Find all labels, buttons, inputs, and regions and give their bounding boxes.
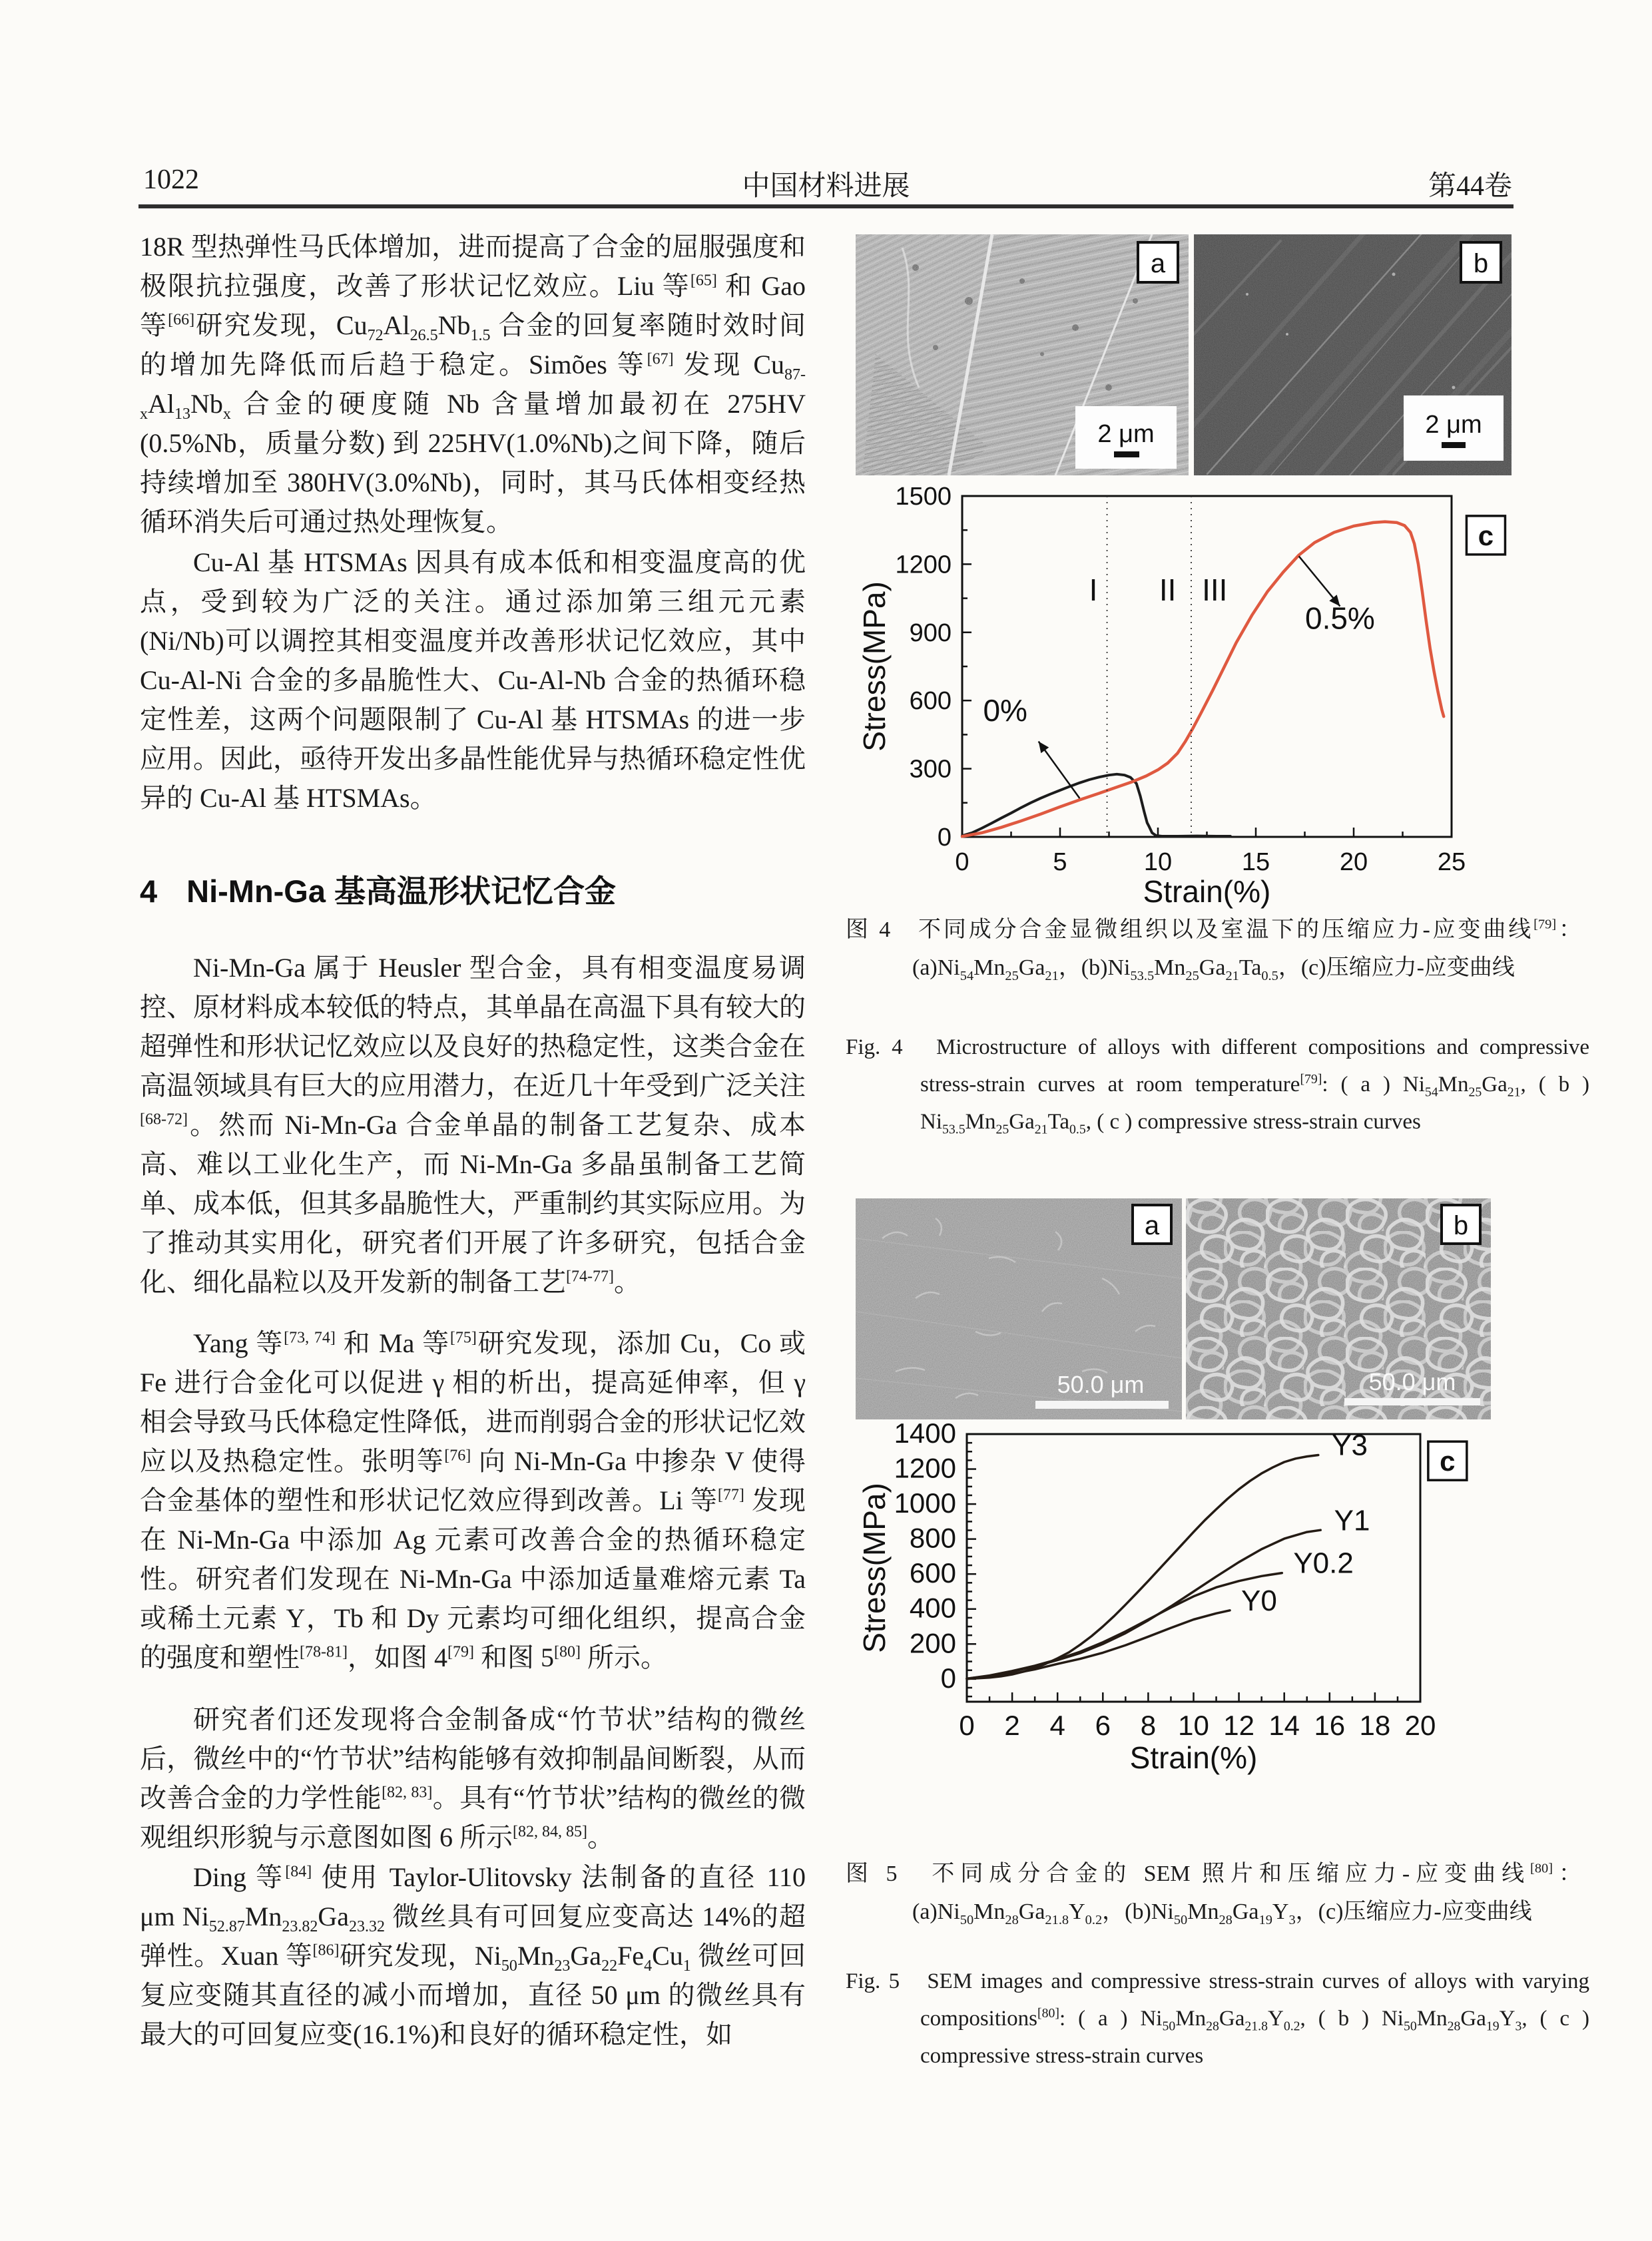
paragraph-2: Cu-Al 基 HTSMAs 因具有成本低和相变温度高的优点，受到较为广泛的关注。通过添加第三组元元素(Ni/Nb)可以调控其相变温度并改善形状记忆效应，其中 Cu-Al-Ni 合金的多晶脆性大、Cu-Al-Nb 合金的热循环稳定性差，这两个问题限制了 Cu-Al 基 HTSMAs 的进一步应用。因此，亟待开发出多晶性能优异与热循环稳定性优异的 Cu-Al 基 HTSMAs。: [140, 547, 806, 813]
annotation-label: 0.5%: [1304, 601, 1375, 636]
y-axis-title: Stress(MPa): [857, 581, 892, 752]
x-tick-label: 0: [959, 1710, 975, 1741]
x-tick-label: 25: [1437, 848, 1466, 876]
paragraph-1: 18R 型热弹性马氏体增加，进而提高了合金的屈服强度和极限抗拉强度，改善了形状记忆效应。Liu 等[65] 和 Gao 等[66]研究发现，$Cu_{72}Al_{26.5}Nb_{1.5}$ 合金的回复率随时效时间的增加先降低而后趋于稳定。Simões 等[67] 发现 $Cu_{87-x}Al_{13}Nb_x$ 合金的硬度随 Nb 含量增加最初在 275HV (0.5%Nb，质量分数) 到 225HV(1.0%Nb)之间下降，随后持续增加至 380HV(3.0%Nb)，同时，其马氏体相变经热循环消失后可通过热处理恢复。: [140, 232, 806, 537]
x-axis-title: Strain(%): [1143, 874, 1271, 909]
arrowhead: [1039, 742, 1049, 754]
y-tick-label: 600: [909, 687, 952, 716]
annotation-label: 0%: [983, 692, 1027, 728]
y-tick-label: 800: [909, 1522, 956, 1554]
x-tick-label: 20: [1339, 848, 1368, 876]
scale-bar: [1442, 442, 1466, 448]
panel-label-box: [1133, 1205, 1171, 1244]
page-number: 1022: [143, 164, 199, 195]
section-heading: [140, 867, 806, 911]
panel-label: c: [1478, 519, 1494, 551]
journal-title: 中国材料进展: [742, 171, 910, 202]
series-Y3: [967, 1455, 1318, 1679]
y-tick-label: 900: [909, 619, 952, 647]
scale-bar: [1344, 1398, 1480, 1405]
paragraph-5: 研究者们还发现将合金制备成“竹节状”结构的微丝后，微丝中的“竹节状”结构能够有效抑制晶间断裂，从而改善合金的力学性能[82, 83]。具有“竹节状”结构的微丝的微观组织形貌与示意图如图 6 所示[82, 84, 85]。: [140, 1704, 806, 1852]
scale-bar-box: [1404, 395, 1504, 461]
fig5c-stress-strain-chart: [856, 1417, 1515, 1776]
x-tick-label: 18: [1359, 1710, 1391, 1741]
fig5-caption-zh: 图 5 不同成分合金的 SEM 照片和压缩应力-应变曲线[80]：$(a)Ni_{50}Mn_{28}Ga_{21.8}Y_{0.2}$，$(b)Ni_{50}Mn_{28}Ga_{19}Y_3$，(c)压缩应力-应变曲线: [846, 1861, 1582, 1927]
annotation-label: I: [1089, 573, 1098, 608]
x-tick-label: 4: [1049, 1710, 1065, 1741]
fig5-panel-b-micrograph: [1186, 1198, 1491, 1419]
panel-label: a: [1150, 249, 1166, 278]
plot-frame: [962, 496, 1452, 837]
x-tick-label: 5: [1053, 848, 1067, 876]
y-tick-label: 400: [909, 1592, 956, 1624]
x-tick-label: 15: [1241, 848, 1270, 876]
y-tick-label: 1200: [894, 1452, 956, 1484]
x-tick-label: 10: [1178, 1710, 1209, 1741]
annotation-label: Y3: [1332, 1429, 1368, 1462]
y-tick-label: 0: [937, 824, 952, 852]
x-tick-label: 8: [1140, 1710, 1157, 1741]
y-tick-label: 0: [940, 1662, 956, 1694]
scale-bar-box: [1075, 406, 1177, 469]
fig5-caption-en: Fig. 5 SEM images and compressive stress-strain curves of alloys with varying compositions[80]: ( a ) $Ni_{50}Mn_{28}Ga_{21.8}Y_{0.2}$, ( b ) $Ni_{50}Mn_{28}Ga_{19}Y_3$, ( c ) compressive stress-strain curves: [846, 1969, 1589, 2068]
paragraph-3: Ni-Mn-Ga 属于 Heusler 型合金，具有相变温度易调控、原材料成本较低的特点，其单晶在高温下具有较大的超弹性和形状记忆效应以及良好的热稳定性，这类合金在高温领域具有巨大的应用潜力，在近几十年受到广泛关注[68-72]。然而 Ni-Mn-Ga 合金单晶的制备工艺复杂、成本高、难以工业化生产，而 Ni-Mn-Ga 多晶虽制备工艺简单、成本低，但其多晶脆性大，严重制约其实际应用。为了推动其实用化，研究者们开展了许多研究，包括合金化、细化晶粒以及开发新的制备工艺[74-77]。: [140, 953, 806, 1297]
y-tick-label: 300: [909, 755, 952, 784]
x-axis-title: Strain(%): [1129, 1740, 1258, 1775]
x-tick-label: 10: [1143, 848, 1173, 876]
y-tick-label: 1000: [894, 1487, 956, 1519]
panel-label: c: [1440, 1445, 1456, 1477]
panel-label: a: [1144, 1211, 1160, 1240]
y-tick-label: 600: [909, 1557, 956, 1589]
fig4c-stress-strain-chart: [856, 474, 1515, 910]
panel-label: b: [1453, 1211, 1469, 1240]
y-tick-label: 1400: [894, 1417, 956, 1449]
header-rule: [138, 204, 1514, 208]
x-tick-label: 20: [1404, 1710, 1436, 1741]
section-number: 4: [140, 873, 158, 909]
scale-bar: [1035, 1401, 1169, 1409]
panel-label: b: [1473, 249, 1489, 278]
panel-label-box: [1442, 1205, 1480, 1244]
fig4-caption-zh: 图 4 不同成分合金显微组织以及室温下的压缩应力-应变曲线[79]：$(a)Ni_{54}Mn_{25}Ga_{21}$，$(b)Ni_{53.5}Mn_{25}Ga_{21}Ta_{0.5}$，(c)压缩应力-应变曲线: [846, 917, 1581, 983]
paragraph-6: Ding 等[84] 使用 Taylor-Ulitovsky 法制备的直径 110 μm $Ni_{52.87}Mn_{23.82}Ga_{23.32}$ 微丝具有可回复应变高达 14%的超弹性。Xuan 等[86]研究发现，$Ni_{50}Mn_{23}Ga_{22}Fe_4Cu_1$ 微丝可回复应变随其直径的减小而增加，直径 50 μm 的微丝具有最大的可回复应变(16.1%)和良好的循环稳定性，如: [140, 1862, 806, 2049]
annotation-label: III: [1202, 573, 1228, 608]
scale-text: 2 μm: [1097, 420, 1155, 448]
fig5-micrograph-row: [856, 1198, 1491, 1419]
y-axis-title: Stress(MPa): [857, 1483, 892, 1653]
annotation-label: Y0.2: [1293, 1547, 1354, 1580]
annotation-label: II: [1159, 573, 1177, 608]
y-tick-label: 200: [909, 1627, 956, 1659]
series-0.5%: [962, 522, 1444, 837]
scale-text: 50.0 μm: [1057, 1371, 1145, 1398]
annotation-label: Y0: [1241, 1584, 1277, 1617]
x-tick-label: 16: [1314, 1710, 1346, 1741]
x-tick-label: 6: [1095, 1710, 1111, 1741]
x-tick-label: 14: [1268, 1710, 1300, 1741]
fig4-micrograph-row: [856, 234, 1512, 475]
x-tick-label: 2: [1004, 1710, 1020, 1741]
fig4-panel-a-micrograph: [856, 234, 1189, 475]
scale-bar: [1114, 451, 1139, 457]
volume-label: 第44卷: [1428, 171, 1512, 202]
fig4-caption-en: Fig. 4 Microstructure of alloys with different compositions and compressive stress-strain curves at room temperature[79]: ( a ) $Ni_{54}Mn_{25}Ga_{21}$, ( b ) $Ni_{53.5}Mn_{25}Ga_{21}Ta_{0.5}$, ( c ) compressive stress-strain curves: [846, 1035, 1589, 1137]
annotation-label: Y1: [1334, 1504, 1370, 1537]
scale-text: 50.0 μm: [1368, 1368, 1456, 1395]
x-tick-label: 12: [1223, 1710, 1254, 1741]
panel-label-box: [1461, 242, 1501, 282]
fig4-panel-b-micrograph: [1194, 234, 1512, 475]
section-title: Ni-Mn-Ga 基高温形状记忆合金: [186, 873, 617, 909]
y-tick-label: 1500: [895, 483, 952, 511]
paragraph-4: Yang 等[73, 74] 和 Ma 等[75]研究发现，添加 Cu，Co 或 Fe 进行合金化可以促进 γ 相的析出，提高延伸率，但 γ 相会导致马氏体稳定性降低，进而削弱合金的形状记忆效应以及热稳定性。张明等[76] 向 Ni-Mn-Ga 中掺杂 V 使得合金基体的塑性和形状记忆效应得到改善。Li 等[77] 发现在 Ni-Mn-Ga 中添加 Ag 元素可改善合金的热循环稳定性。研究者们发现在 Ni-Mn-Ga 中添加适量难熔元素 Ta 或稀土元素 Y，Tb 和 Dy 元素均可细化组织，提高合金的强度和塑性[78-81]，如图 4[79] 和图 5[80] 所示。: [140, 1328, 806, 1672]
y-tick-label: 1200: [895, 551, 952, 579]
scale-text: 2 μm: [1425, 411, 1482, 439]
x-tick-label: 0: [955, 848, 969, 876]
series-Y0.2: [967, 1573, 1282, 1679]
fig5-panel-a-micrograph: [856, 1198, 1182, 1419]
panel-label-box: [1138, 242, 1178, 282]
